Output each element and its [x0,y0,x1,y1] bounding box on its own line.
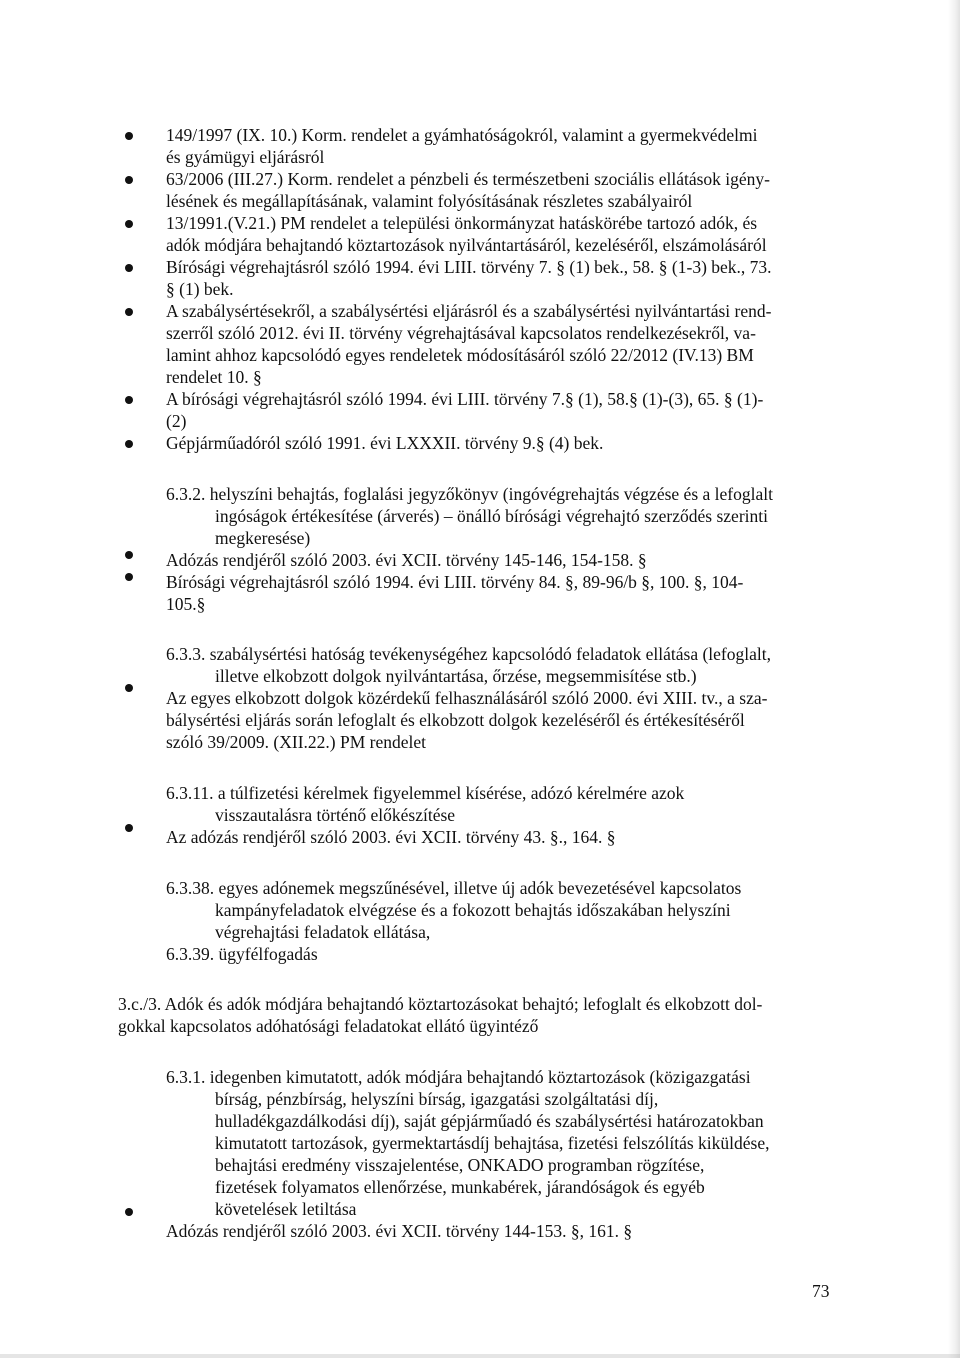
bullet-6 [125,396,133,404]
bullet-9 [125,573,133,581]
text-line: illetve elkobzott dolgok nyilvántartása, őrzése, megsemmisítése stb.) [215,666,697,686]
text-line: 6.3.39. ügyfélfogadás [166,944,318,964]
text-line: gokkal kapcsolatos adóhatósági feladatokat ellátó ügyintéző [118,1016,539,1036]
text-line: 13/1991.(V.21.) PM rendelet a települési önkormányzat hatáskörébe tartozó adók, és [166,213,758,233]
text-line: és gyámügyi eljárásról [166,147,325,167]
text-line: visszautalásra történő előkészítése [215,805,456,825]
text-line: 6.3.2. helyszíni behajtás, foglalási jegyzőkönyv (ingóvégrehajtás végzése és a lefoglalt [166,484,773,504]
text-line: szerről szóló 2012. évi II. törvény végrehajtásával kapcsolatos rendelkezésekről, va- [166,323,756,343]
text-line: kampányfeladatok elvégzése és a fokozott behajtás időszakában helyszíni [215,900,731,920]
bullet-4 [125,264,133,272]
text-line: rendelet 10. § [166,367,262,387]
text-line: kimutatott tartozások, gyermektartásdíj behajtása, fizetési felszólítás kiküldése, [215,1133,770,1153]
text-line: Bírósági végrehajtásról szóló 1994. évi LIII. törvény 7. § (1) bek., 58. § (1-3) bek., 73. [166,257,772,277]
bullet-11 [125,824,133,832]
text-line: 6.3.3. szabálysértési hatóság tevékenységéhez kapcsolódó feladatok ellátása (lefoglalt, [166,644,771,664]
text-line: A szabálysértésekről, a szabálysértési eljárásról és a szabálysértési nyilvántartási rend- [166,301,772,321]
bullet-7 [125,440,133,448]
text-line: Az adózás rendjéről szóló 2003. évi XCII. törvény 43. §., 164. § [166,827,616,847]
text-line: Bírósági végrehajtásról szóló 1994. évi LIII. törvény 84. §, 89-96/b §, 100. §, 104- [166,572,744,592]
text-line: 6.3.11. a túlfizetési kérelmek figyelemmel kísérése, adózó kérelmére azok [166,783,685,803]
bullet-1 [125,132,133,140]
text-line: 63/2006 (III.27.) Korm. rendelet a pénzbeli és természetbeni szociális ellátások igény- [166,169,771,189]
bullet-12 [125,1208,133,1216]
bullet-2 [125,176,133,184]
text-line: A bírósági végrehajtásról szóló 1994. évi LIII. törvény 7.§ (1), 58.§ (1)-(3), 65. § (1)- [166,389,764,409]
text-line: ingóságok értékesítése (árverés) – önálló bírósági végrehajtó szerződés szerinti [215,506,768,526]
text-line: 6.3.38. egyes adónemek megszűnésével, illetve új adók bevezetésével kapcsolatos [166,878,742,898]
bullet-5 [125,308,133,316]
text-line: (2) [166,411,187,431]
text-line: Adózás rendjéről szóló 2003. évi XCII. törvény 144-153. §, 161. § [166,1221,633,1241]
text-line: lésének és megállapításának, valamint folyósításának részletes szabályairól [166,191,693,211]
page-number: 73 [812,1281,830,1301]
bullet-10 [125,684,133,692]
text-line: fizetések folyamatos ellenőrzése, munkabérek, járandóságok és egyéb [215,1177,705,1197]
text-line: 6.3.1. idegenben kimutatott, adók módjára behajtandó köztartozások (közigazgatási [166,1067,751,1087]
text-line: bírság, pénzbírság, helyszíni bírság, igazgatási szolgáltatási díj, [215,1089,659,1109]
text-line: követelések letiltása [215,1199,357,1219]
scan-bottom-edge [0,1354,960,1358]
text-line: megkeresése) [215,528,311,548]
text-line: 105.§ [166,594,206,614]
text-line: § (1) bek. [166,279,234,299]
text-line: végrehajtási feladatok ellátása, [215,922,431,942]
text-line: szóló 39/2009. (XII.22.) PM rendelet [166,732,427,752]
bullet-8 [125,551,133,559]
text-line: Gépjárműadóról szóló 1991. évi LXXXII. törvény 9.§ (4) bek. [166,433,604,453]
text-line: Adózás rendjéről szóló 2003. évi XCII. törvény 145-146, 154-158. § [166,550,647,570]
text-line: bálysértési eljárás során lefoglalt és elkobzott dolgok kezeléséről és értékesítéséről [166,710,745,730]
text-line: Az egyes elkobzott dolgok közérdekű felhasználásáról szóló 2000. évi XIII. tv., a sza- [166,688,768,708]
scan-edge [948,0,960,1358]
text-line: adók módjára behajtandó köztartozások nyilvántartásáról, kezeléséről, elszámolásáról [166,235,767,255]
text-line: 3.c./3. Adók és adók módjára behajtandó köztartozásokat behajtó; lefoglalt és elkobzott dol- [118,994,763,1014]
text-line: lamint ahhoz kapcsolódó egyes rendeletek módosításáról szóló 22/2012 (IV.13) BM [166,345,754,365]
text-line: hulladékgazdálkodási díj), saját gépjárműadó és szabálysértési határozatokban [215,1111,764,1131]
text-line: behajtási eredmény visszajelentése, ONKADO programban rögzítése, [215,1155,705,1175]
text-line: 149/1997 (IX. 10.) Korm. rendelet a gyámhatóságokról, valamint a gyermekvédelmi [166,125,758,145]
bullet-3 [125,220,133,228]
